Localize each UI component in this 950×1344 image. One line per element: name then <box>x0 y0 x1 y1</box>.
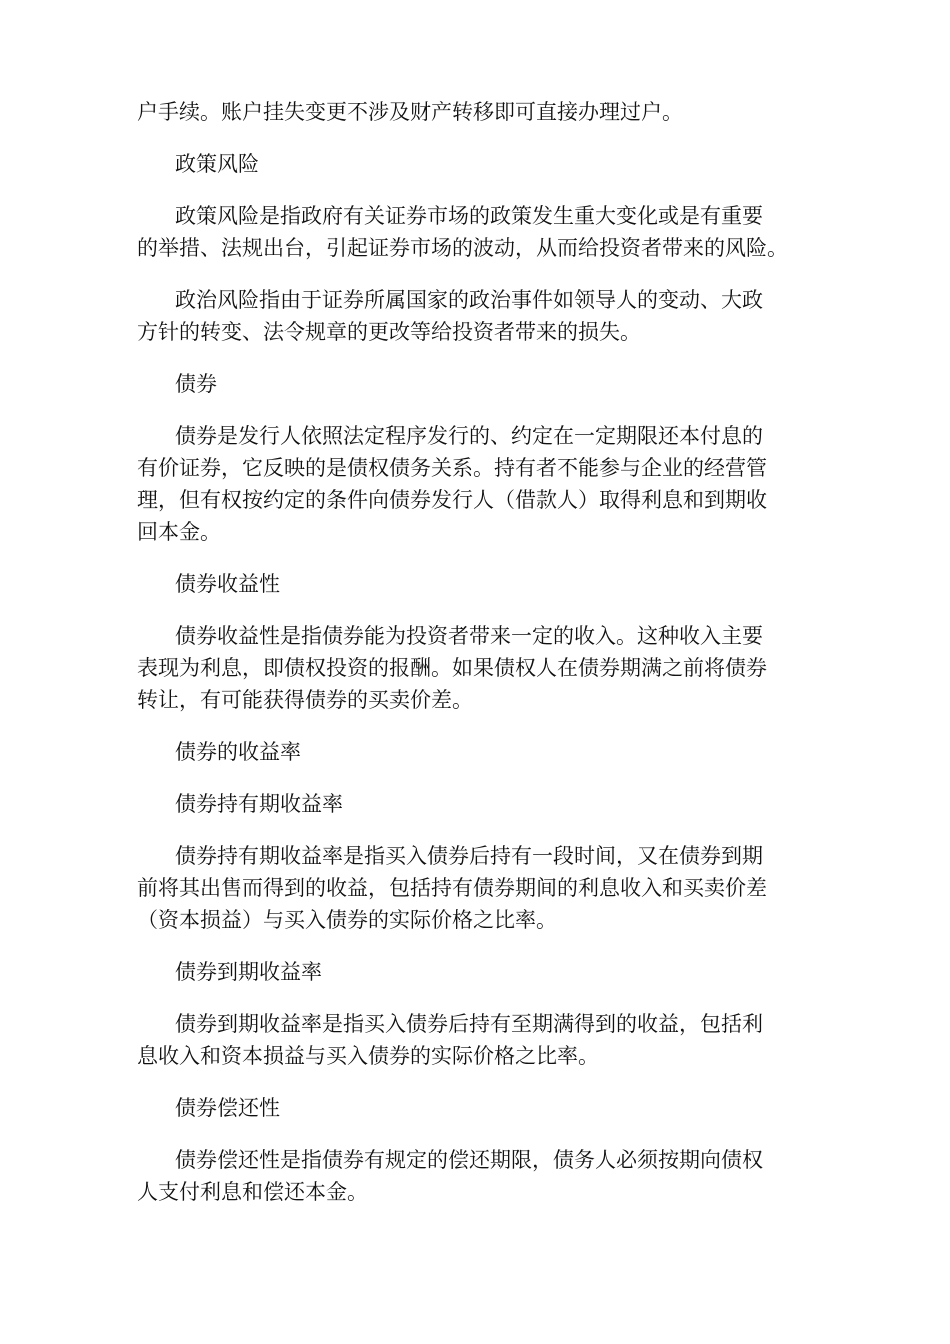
section-heading <box>137 368 827 400</box>
paragraph <box>137 1144 827 1208</box>
paragraph <box>137 1008 827 1072</box>
text-line: 前将其出售而得到的收益，包括持有债券期间的利息收入和买卖价差 <box>137 876 767 900</box>
section-heading <box>137 1092 827 1124</box>
text-line: 债券的收益率 <box>175 740 301 764</box>
text-line: 表现为利息，即债权投资的报酬。如果债权人在债券期满之前将债券 <box>137 656 767 680</box>
text-line: 债券持有期收益率 <box>175 792 343 816</box>
paragraph <box>137 200 827 264</box>
text-line: 债券收益性是指债券能为投资者带来一定的收入。这种收入主要 <box>175 624 763 648</box>
text-line: 债券收益性 <box>175 572 280 596</box>
section-heading <box>137 788 827 820</box>
text-line: 回本金。 <box>137 520 221 544</box>
text-line: 政策风险 <box>175 152 259 176</box>
section-heading <box>137 568 827 600</box>
text-line: 债券 <box>175 372 217 396</box>
section-heading <box>137 956 827 988</box>
text-line: 转让，有可能获得债券的买卖价差。 <box>137 688 473 712</box>
text-line: 的举措、法规出台，引起证券市场的波动，从而给投资者带来的风险。 <box>137 236 788 260</box>
text-line: 债券到期收益率 <box>175 960 322 984</box>
text-line: （资本损益）与买入债券的实际价格之比率。 <box>137 908 557 932</box>
text-line: 有价证券，它反映的是债权债务关系。持有者不能参与企业的经营管 <box>137 456 767 480</box>
paragraph <box>137 840 827 936</box>
text-line: 方针的转变、法令规章的更改等给投资者带来的损失。 <box>137 320 641 344</box>
text-line: 债券偿还性是指债券有规定的偿还期限，债务人必须按期向债权 <box>175 1148 763 1172</box>
paragraph <box>137 620 827 716</box>
section-heading <box>137 148 827 180</box>
text-line: 政策风险是指政府有关证券市场的政策发生重大变化或是有重要 <box>175 204 763 228</box>
text-line: 理，但有权按约定的条件向债券发行人（借款人）取得利息和到期收 <box>137 488 767 512</box>
paragraph <box>137 284 827 348</box>
paragraph <box>137 420 827 548</box>
text-line: 户手续。账户挂失变更不涉及财产转移即可直接办理过户。 <box>137 100 683 124</box>
text-line: 息收入和资本损益与买入债券的实际价格之比率。 <box>137 1044 599 1068</box>
text-line: 债券是发行人依照法定程序发行的、约定在一定期限还本付息的 <box>175 424 763 448</box>
text-line: 债券持有期收益率是指买入债券后持有一段时间，又在债券到期 <box>175 844 763 868</box>
text-line: 债券偿还性 <box>175 1096 280 1120</box>
document-page <box>137 96 827 1208</box>
section-heading <box>137 736 827 768</box>
paragraph <box>137 96 827 128</box>
text-line: 人支付利息和偿还本金。 <box>137 1180 368 1204</box>
text-line: 政治风险指由于证券所属国家的政治事件如领导人的变动、大政 <box>175 288 763 312</box>
text-line: 债券到期收益率是指买入债券后持有至期满得到的收益，包括利 <box>175 1012 763 1036</box>
